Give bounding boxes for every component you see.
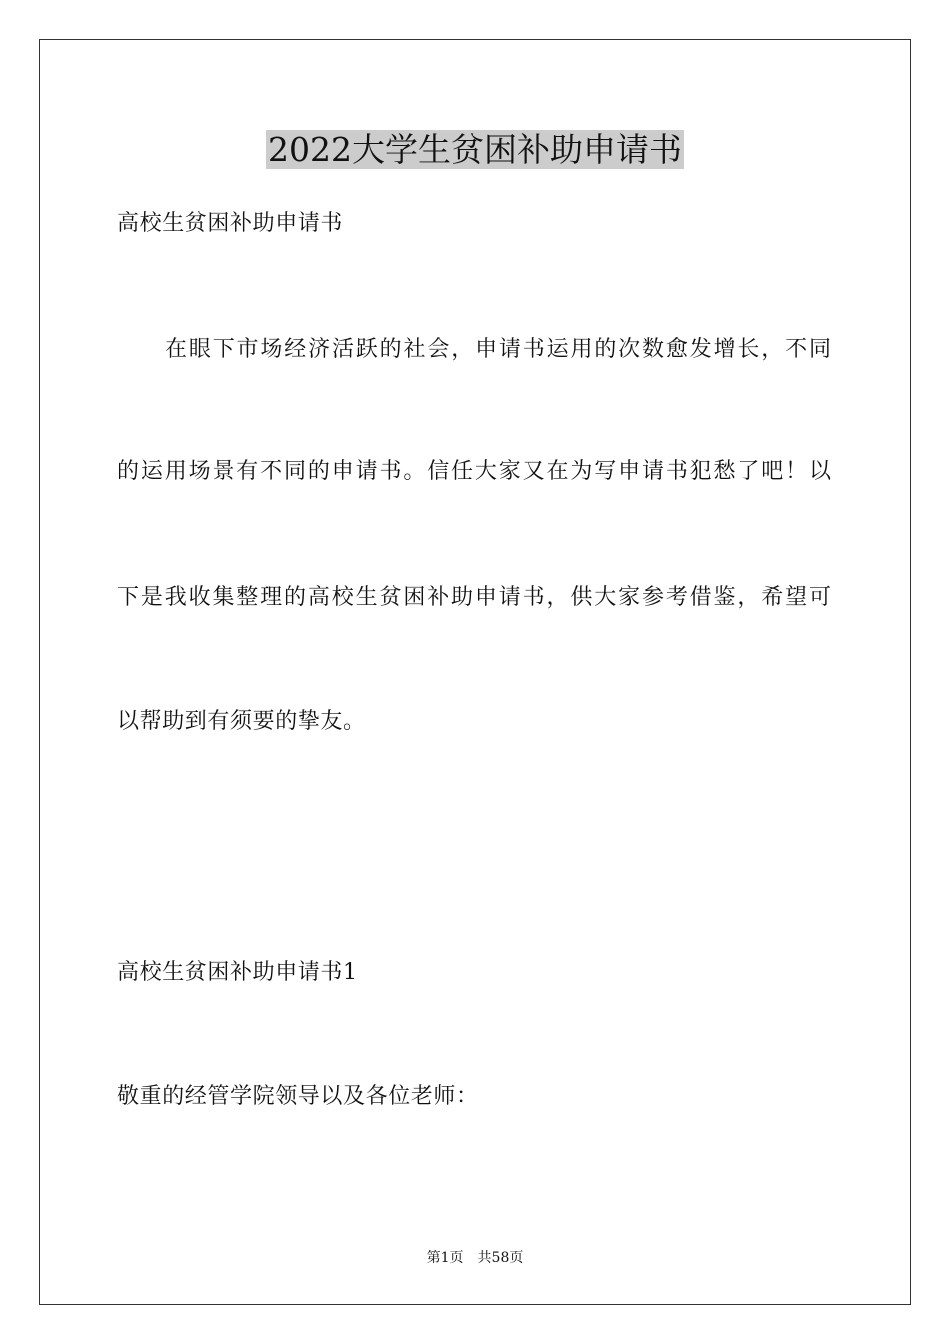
- page-number: 第1页: [426, 1250, 464, 1266]
- document-title: 2022大学生贫困补助申请书: [268, 130, 682, 169]
- salutation: 敬重的经管学院领导以及各位老师：: [117, 1084, 479, 1109]
- intro-line-3: 下是我收集整理的高校生贫困补助申请书，供大家参考借鉴，希望可: [117, 585, 831, 610]
- intro-line-4: 以帮助到有须要的挚友。: [117, 709, 366, 734]
- page-total: 共58页: [477, 1250, 524, 1266]
- intro-line-2: 的运用场景有不同的申请书。信任大家又在为写申请书犯愁了吧！以: [117, 459, 831, 484]
- page-footer: [0, 1248, 950, 1268]
- section-heading: 高校生贫困补助申请书1: [117, 960, 358, 985]
- document-subtitle: 高校生贫困补助申请书: [117, 211, 344, 236]
- intro-line-1: 在眼下市场经济活跃的社会，申请书运用的次数愈发增长，不同: [165, 337, 831, 362]
